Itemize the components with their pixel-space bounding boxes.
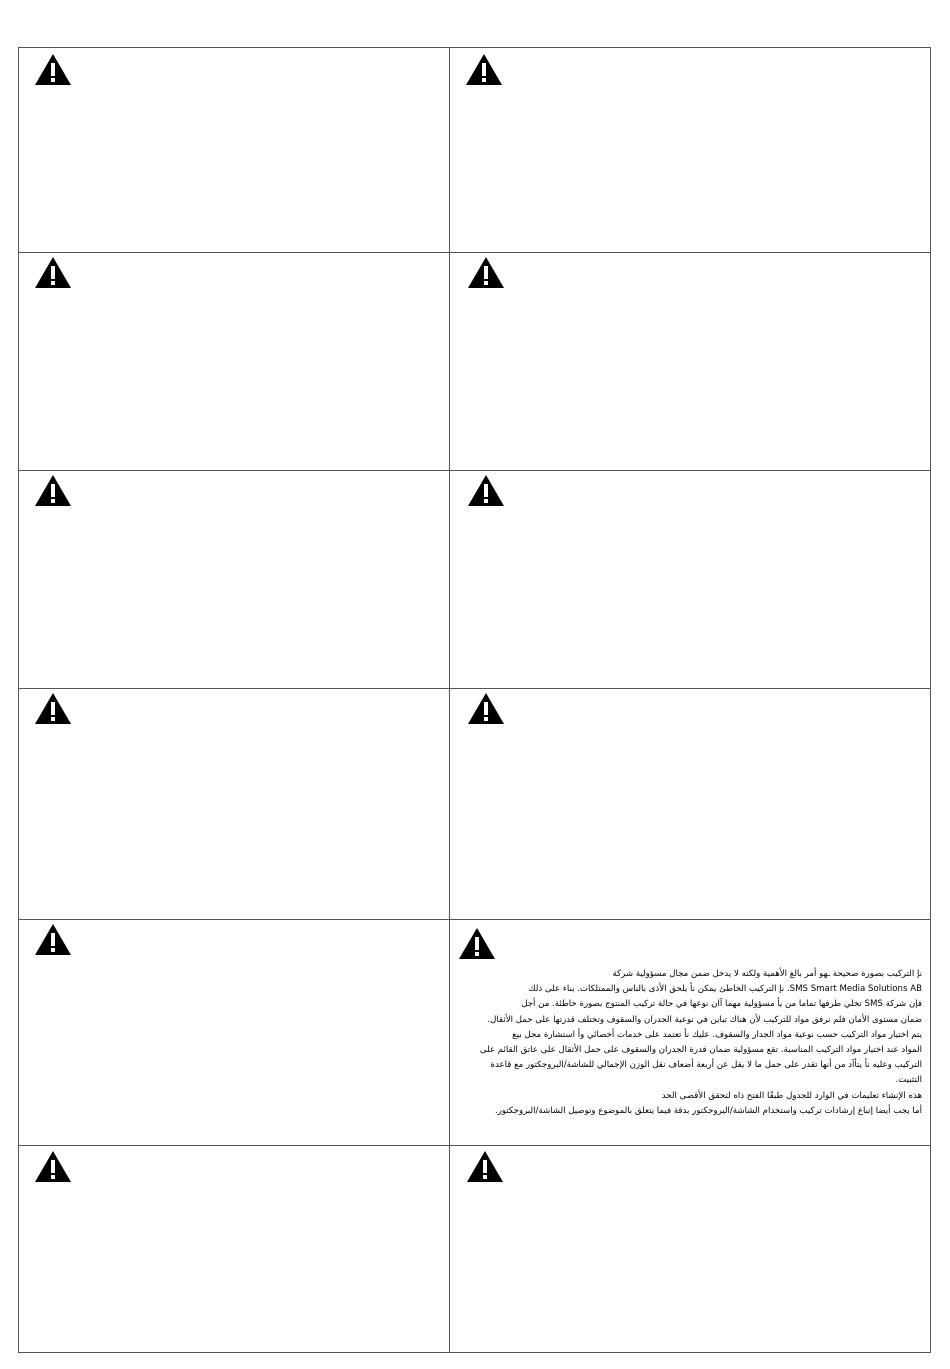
grid-cell	[450, 689, 930, 919]
warning-icon	[34, 692, 72, 725]
grid-row-2	[19, 253, 930, 471]
grid-row-5	[19, 920, 930, 1146]
grid-row-4	[19, 689, 930, 920]
notice-line: المواد عند اختيار مواد التركيب المناسبة. تقع مسؤولية ضمان قدرة الجدران والسقوف على حمل الأثقال على عاتق القائم على	[479, 1045, 922, 1056]
notice-line: ضمان مستوى الأمان فلم نرفق مواد للتركيب لأن هناك تباين في نوعية الجدران والسقوف وتختلف قدرتها على حمل الأثقال.	[487, 1014, 922, 1025]
grid-cell	[450, 1146, 930, 1352]
grid-cell	[19, 48, 450, 252]
warning-icon	[467, 474, 505, 507]
warning-icon	[467, 256, 505, 289]
grid-cell	[19, 253, 450, 470]
grid-row-6	[19, 1146, 930, 1352]
grid-cell-safety-text	[450, 920, 930, 1145]
notice-line: فإن شركة SMS تخلي طرفها تماما من يأ مسؤولية مهما آان نوعها في حالة تركيب المنتوج بصورة خاطئة. من أجل	[521, 999, 922, 1010]
warning-icon	[34, 256, 72, 289]
notice-line: SMS Smart Media Solutions AB. نإ التركيب الخاطئ يمكن نأ يلحق الأذى بالناس والممتلكات. بناء على ذلك	[528, 984, 922, 995]
grid-cell	[450, 48, 930, 252]
warning-icon	[458, 927, 496, 960]
notice-line: التركيب وعليه نأ يتأآد من أنها تقدر على حمل ما لا يقل عن أربعة أضعاف نقل الوزن الإجمالي للشاشة/البروجكتور مع قاعدة	[490, 1060, 922, 1071]
grid-cell	[450, 253, 930, 470]
grid-cell	[19, 1146, 450, 1352]
instruction-grid	[18, 47, 931, 1353]
installation-safety-notice	[458, 967, 922, 1119]
notice-line: التثبيت.	[895, 1075, 922, 1086]
grid-cell	[450, 471, 930, 688]
notice-line: نإ التركيب بصورة صحيحة ـهو أمر بالغ الأهمية ولكنه لا يدخل ضمن مجال مسؤولية شركة	[612, 969, 922, 979]
warning-icon	[34, 53, 72, 86]
grid-cell	[19, 471, 450, 688]
warning-icon	[467, 692, 505, 725]
grid-row-1	[19, 48, 930, 253]
grid-row-3	[19, 471, 930, 689]
warning-icon	[34, 474, 72, 507]
grid-cell	[19, 689, 450, 919]
notice-line: أما يجب أيضا إتباع إرشادات تركيب واستخدام الشاشة/البروجكتور بدقة فيما يتعلق بالموضوع وتوصيل الشاشة/البروجكتور.	[495, 1105, 922, 1116]
notice-line: هذه الإنشاء تعليمات في الوارد للجدول طبقًا الفتح ذاه لتحقق الأقصى الحد	[661, 1090, 922, 1101]
warning-icon	[34, 923, 72, 956]
warning-icon	[34, 1150, 72, 1183]
notice-line: يتم اختيار مواد التركيب حسب نوعية مواد الجدار والسقوف. عليك نأ تعتمد على خدمات أخصائي وأ استشارة محل بيع	[512, 1029, 922, 1040]
warning-icon	[465, 53, 503, 86]
warning-icon	[466, 1150, 504, 1183]
grid-cell	[19, 920, 450, 1145]
